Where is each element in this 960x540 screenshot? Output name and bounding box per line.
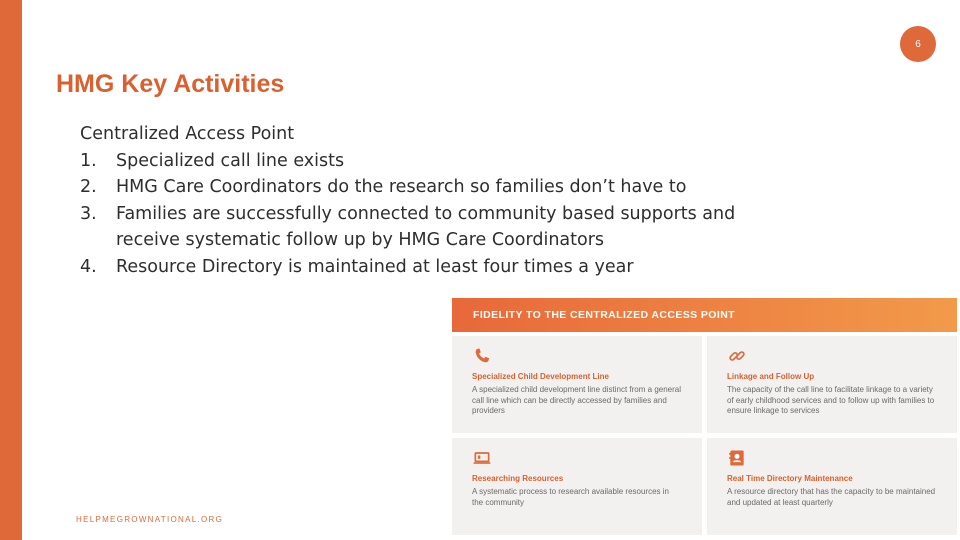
card-header: FIDELITY TO THE CENTRALIZED ACCESS POINT [452,298,957,332]
item-text: Resource Directory is maintained at least four times a year [116,256,634,277]
directory-icon [727,448,747,468]
cell-title: Real Time Directory Maintenance [727,474,853,483]
list-item [80,254,780,281]
fidelity-cell [707,438,957,535]
laptop-icon [472,448,492,468]
list-item [80,201,780,254]
content-body [80,121,780,280]
item-number: 2. [80,177,97,197]
fidelity-cell [707,336,957,433]
item-text: Specialized call line exists [116,150,345,171]
activity-list [80,148,780,281]
item-number: 4. [80,256,97,277]
item-number: 1. [80,150,97,171]
item-text: HMG Care Coordinators do the research so families don’t have to [116,177,687,197]
cell-description: A resource directory that has the capacity to be maintained and updated at least quarterly [727,487,936,507]
subheading: Centralized Access Point [80,124,295,144]
fidelity-cell [452,438,702,535]
item-text: Families are successfully connected to community based supports and receive systematic follow up by HMG Care Coordinators [116,203,736,250]
phone-icon [472,346,492,366]
fidelity-cell [452,336,702,433]
fidelity-card [452,298,957,540]
cell-title: Linkage and Follow Up [727,372,815,381]
cell-title: Specialized Child Development Line [472,372,609,381]
left-accent-bar [0,0,22,540]
footer-url: HELPMEGROWNATIONAL.ORG [76,515,224,524]
list-item [80,148,780,175]
cell-description: The capacity of the call line to facilitate linkage to a variety of early childhood services and to follow up with families to ensure linkage to services [727,385,935,415]
card-grid [452,336,957,535]
cell-description: A specialized child development line distinct from a general call line which can be directly accessed by families and providers [472,385,682,415]
link-icon [727,346,747,366]
page-number-badge: 6 [900,26,936,62]
item-number: 3. [80,203,97,224]
slide-title: HMG Key Activities [56,70,285,98]
cell-description: A systematic process to research available resources in the community [472,487,669,507]
cell-title: Researching Resources [472,474,564,483]
list-item [80,174,780,201]
